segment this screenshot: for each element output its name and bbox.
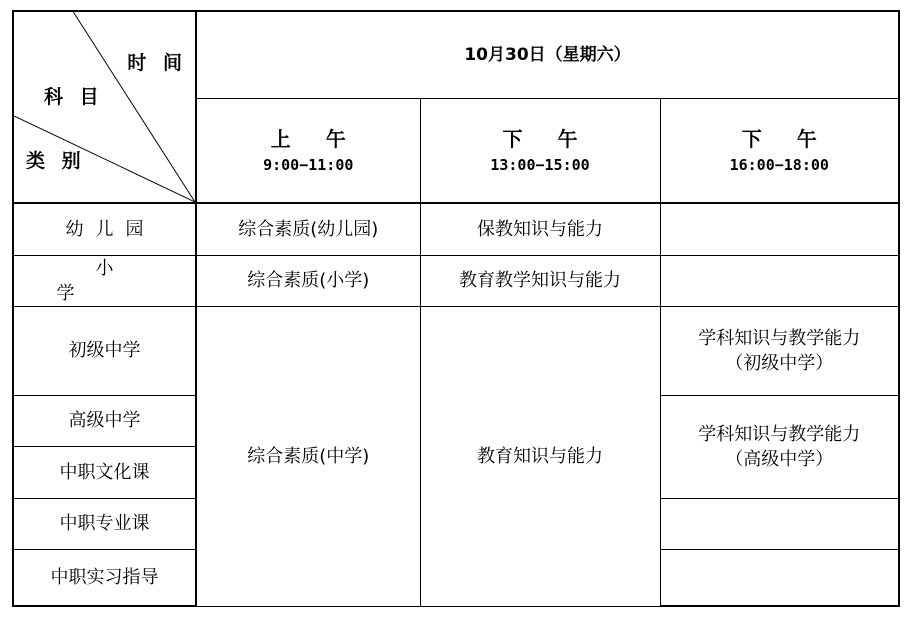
subject-label: 教育知识与能力 [477,445,603,467]
header-date-row [13,11,899,98]
category-vocational-internship [13,549,196,606]
date-header-cell [196,11,899,98]
category-vocational-culture [13,446,196,498]
category-senior [13,395,196,446]
slot-evening-cell [660,98,899,203]
subject-cell [196,203,420,255]
header-corner-cell [13,11,196,203]
subject-label: 学科知识与教学能力 [698,327,861,349]
empty-cell [660,549,899,606]
corner-category-label: 类 别 [26,150,86,172]
category-label: 中职专业课 [59,513,150,535]
category-vocational-major [13,498,196,549]
subject-cell-merged [196,306,420,606]
category-label: 中职文化课 [59,461,150,483]
subject-label: 综合素质(中学) [247,445,370,467]
subject-label: 学科知识与教学能力 [698,423,861,445]
exam-schedule-table [12,10,900,607]
category-label: 初级中学 [68,340,141,362]
subject-cell [420,255,660,306]
subject-cell [420,203,660,255]
subject-level-label: （初级中学） [725,352,834,374]
subject-label: 保教知识与能力 [477,218,603,240]
subject-label: 综合素质(幼儿园) [238,218,379,240]
corner-time-label: 时 间 [127,52,187,74]
table-row [13,255,899,306]
slot-afternoon-cell [420,98,660,203]
slot-morning-cell [196,98,420,203]
corner-subject-label: 科 目 [44,86,104,108]
subject-cell-merged [420,306,660,606]
category-junior [13,306,196,395]
category-primary [13,255,196,306]
subject-cell [660,306,899,395]
slot-morning-name: 上 午 [270,126,360,151]
subject-cell-merged [660,395,899,498]
category-kindergarten [13,203,196,255]
subject-label: 教育教学知识与能力 [459,270,621,292]
subject-level-label: （高级中学） [725,448,834,470]
subject-cell [196,255,420,306]
slot-morning-time: 9:00−11:00 [263,155,354,174]
empty-cell [660,255,899,306]
exam-date: 10月30日（星期六） [464,44,631,65]
slot-afternoon-time: 13:00−15:00 [490,155,590,174]
table-row [13,306,899,395]
slot-afternoon-name: 下 午 [502,126,592,151]
category-label: 中职实习指导 [50,567,159,589]
category-label: 幼儿园 [65,218,156,240]
table-row [13,203,899,255]
subject-label: 综合素质(小学) [247,270,370,292]
slot-evening-time: 16:00−18:00 [729,155,829,174]
empty-cell [660,203,899,255]
slot-evening-name: 下 午 [741,126,831,151]
category-label: 高级中学 [68,410,141,432]
category-label: 小学 [56,257,192,304]
empty-cell [660,498,899,549]
